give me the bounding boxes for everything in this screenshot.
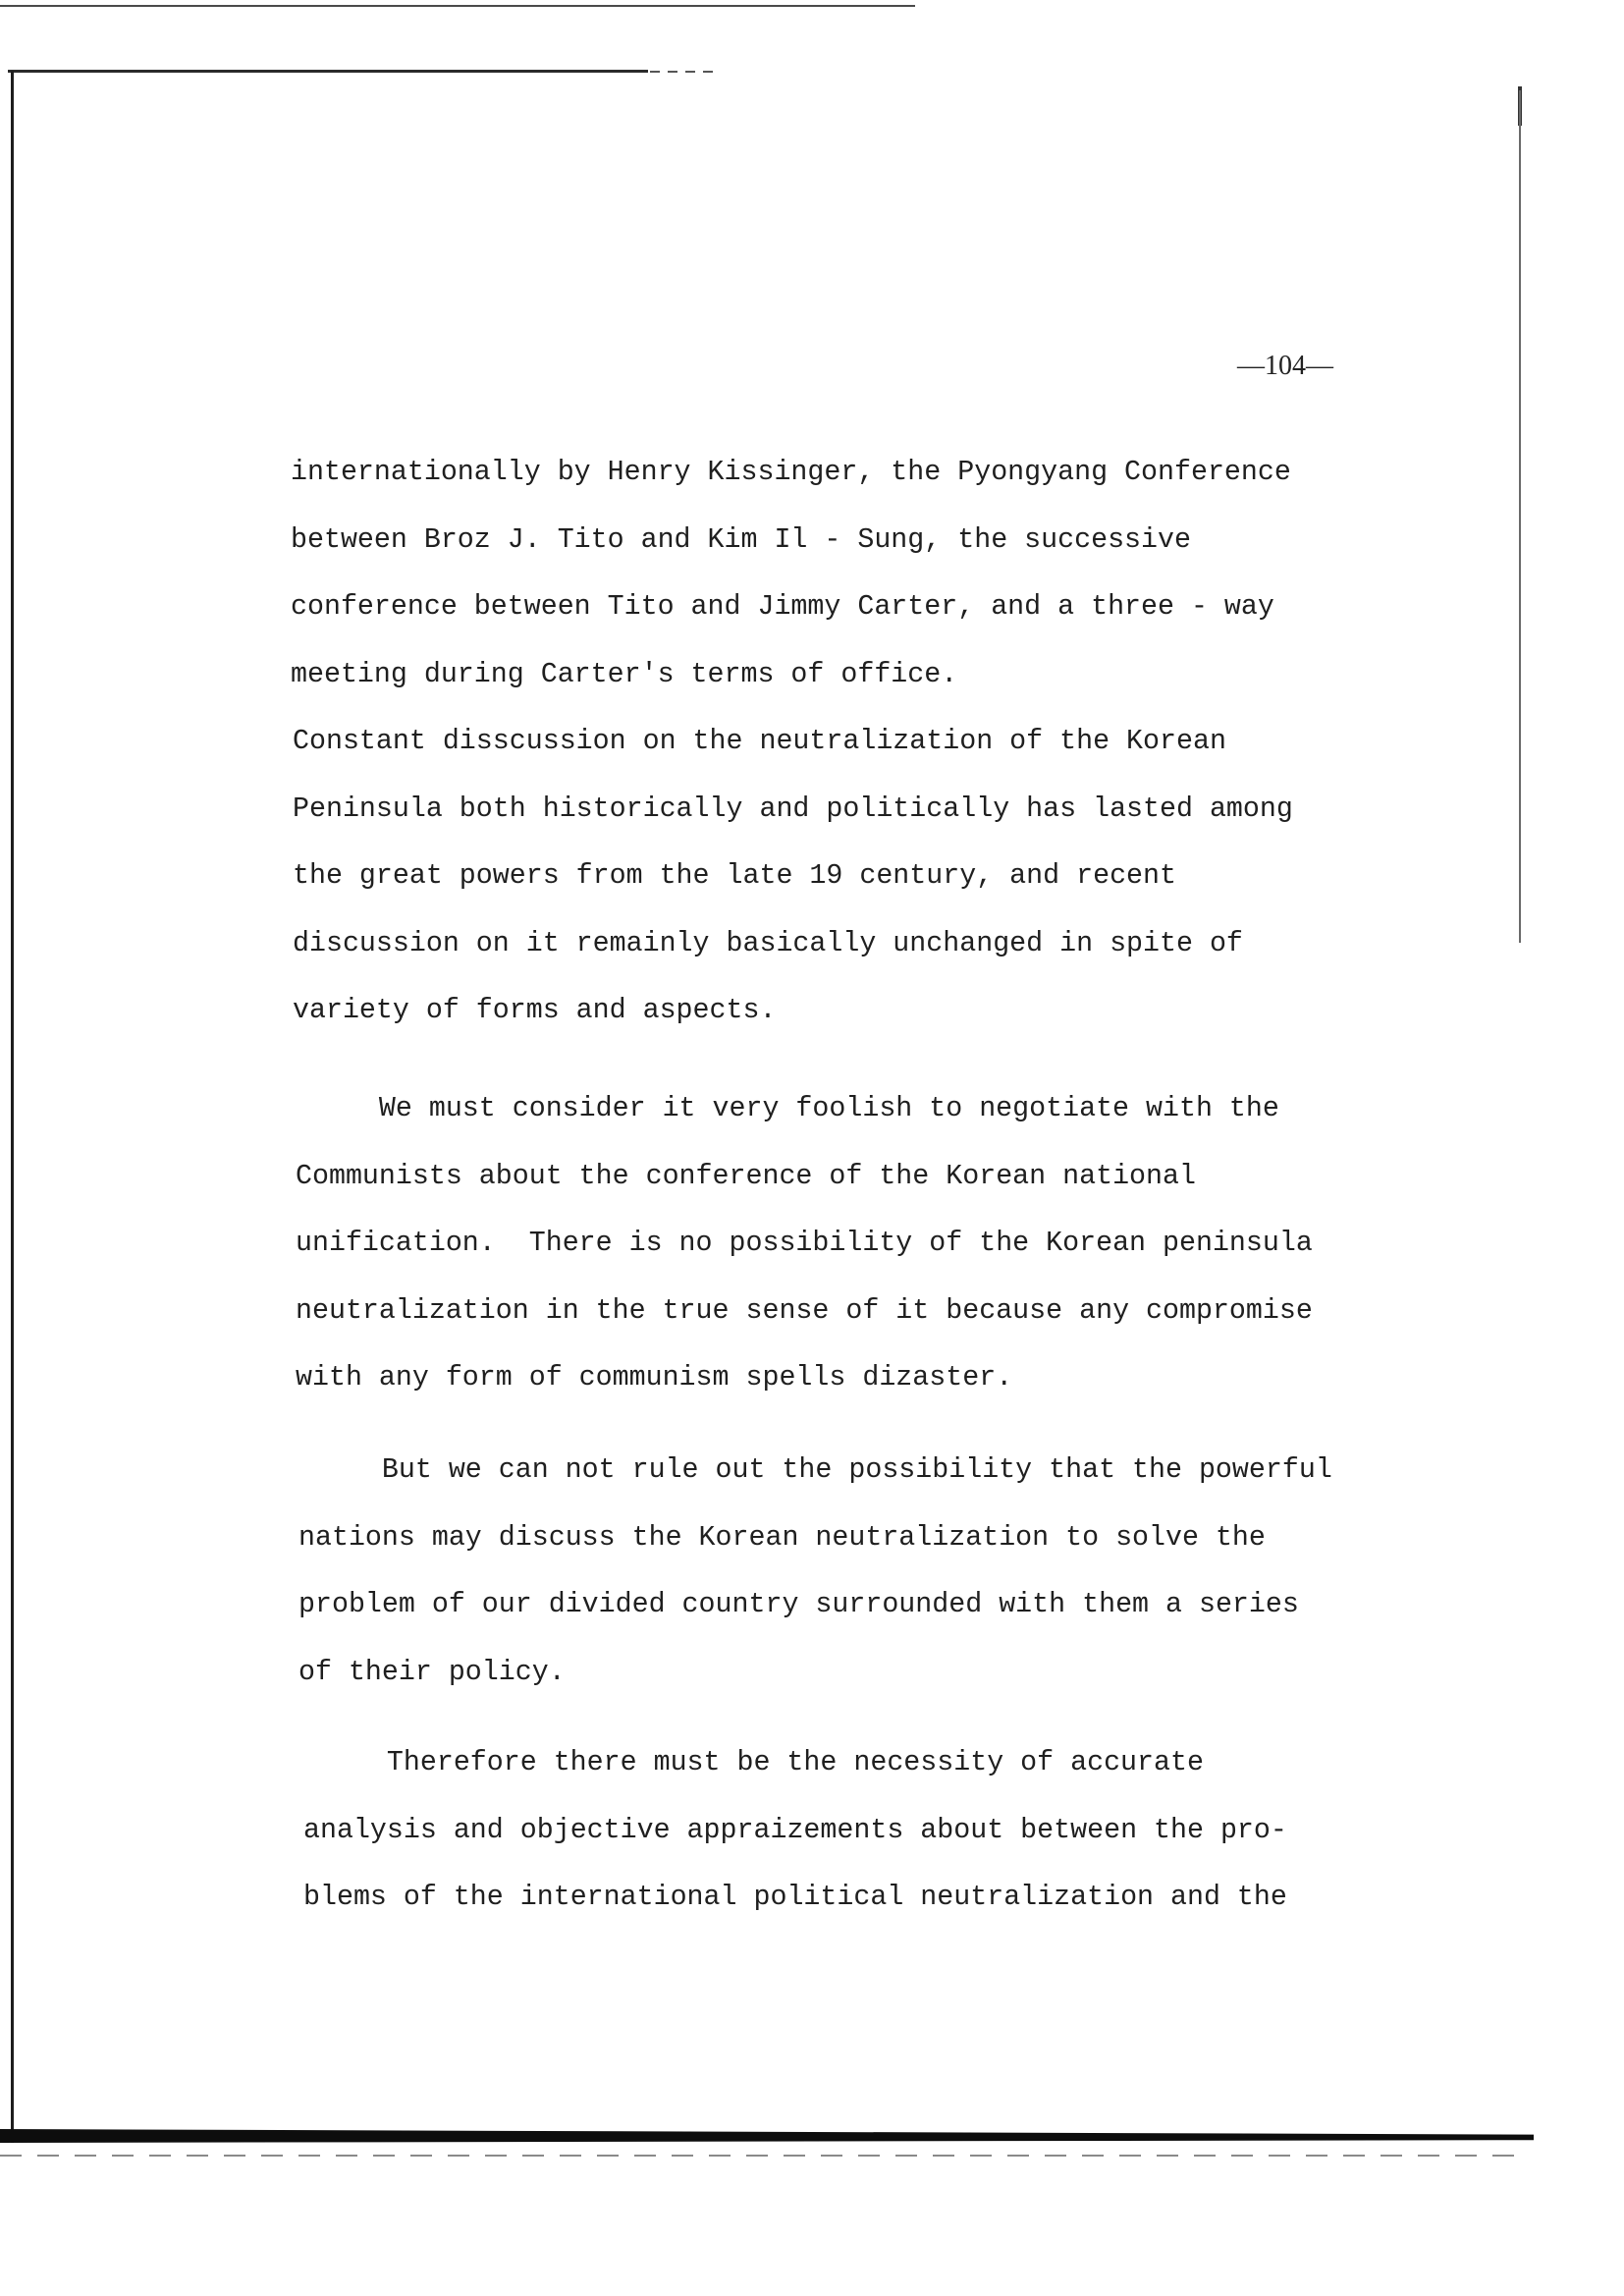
text-line: Communists about the conference of the Korean national — [296, 1160, 1196, 1192]
text-line: Constant disscussion on the neutralization of the Korean — [293, 726, 1226, 757]
text-line: But we can not rule out the possibility that the powerful — [381, 1454, 1332, 1486]
paragraph — [298, 1437, 1332, 1706]
scan-frame-right — [1519, 90, 1521, 943]
text-line: internationally by Henry Kissinger, the Pyongyang Conference — [291, 457, 1291, 488]
text-line: between Broz J. Tito and Kim Il - Sung, the successive — [291, 523, 1191, 556]
scan-frame-top-dashes — [650, 71, 715, 73]
text-line: variety of forms and aspects. — [293, 995, 777, 1026]
text-line: discussion on it remainly basically unchanged in spite of — [293, 927, 1243, 959]
paragraph — [303, 1729, 1287, 1932]
text-line: Therefore there must be the necessity of accurate — [386, 1747, 1204, 1778]
scan-top-line — [0, 5, 915, 7]
paragraph — [296, 1075, 1313, 1412]
text-line: blems of the international political neutralization and the — [303, 1882, 1287, 1913]
scan-frame-left — [11, 71, 14, 2143]
paragraph — [293, 708, 1293, 1045]
scan-bottom-bar — [0, 2129, 1534, 2143]
text-line: Peninsula both historically and politically has lasted among — [293, 793, 1293, 825]
page-number: —104— — [1237, 351, 1333, 381]
text-line: unification. There is no possibility of the Korean peninsula — [296, 1228, 1313, 1259]
text-line: with any form of communism spells dizaster. — [296, 1362, 1013, 1394]
text-line: analysis and objective appraizements about between the pro- — [303, 1814, 1287, 1846]
text-line: neutralization in the true sense of it because any compromise — [296, 1294, 1313, 1327]
text-line: problem of our divided country surrounded with them a series — [298, 1589, 1299, 1620]
text-line: the great powers from the late 19 century, and recent — [293, 860, 1176, 892]
text-line: We must consider it very foolish to negotiate with the — [378, 1093, 1279, 1124]
text-line: of their policy. — [298, 1656, 566, 1688]
text-line: conference between Tito and Jimmy Carter, and a three - way — [291, 591, 1274, 623]
text-line: nations may discuss the Korean neutralization to solve the — [298, 1521, 1266, 1554]
text-line: meeting during Carter's terms of office. — [291, 658, 958, 690]
scan-frame-top — [8, 70, 648, 73]
scan-bottom-dashes — [0, 2155, 1520, 2157]
paragraph-continued — [291, 439, 1291, 708]
